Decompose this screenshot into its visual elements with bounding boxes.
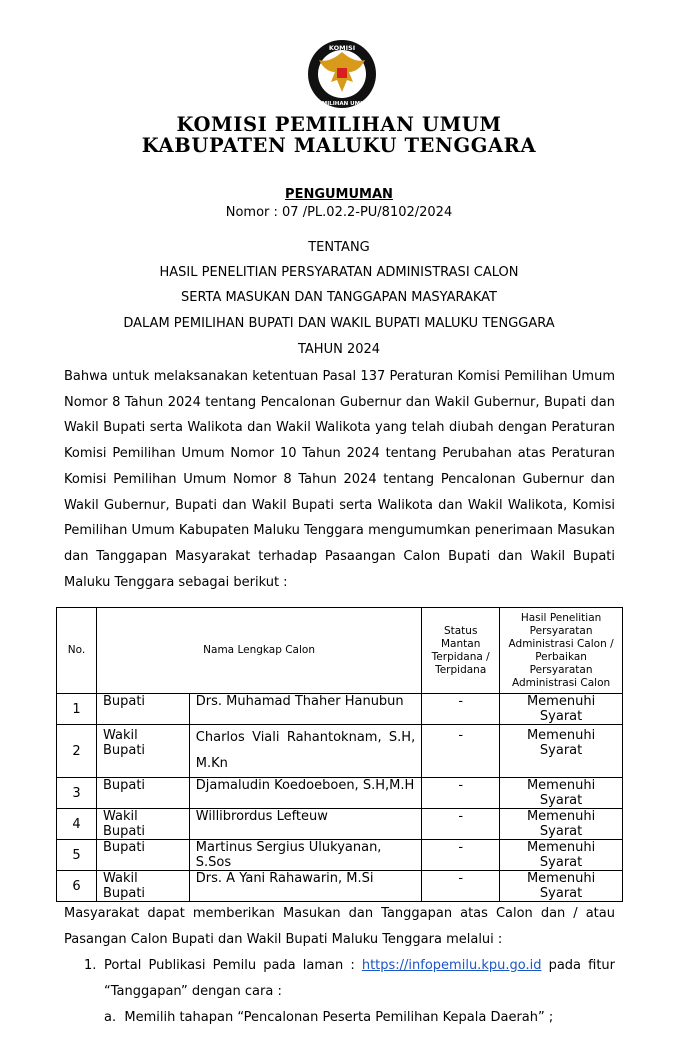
table-header-row bbox=[57, 608, 623, 694]
infopemilu-link[interactable]: https://infopemilu.kpu.go.id bbox=[361, 958, 542, 973]
cell-no: 1 bbox=[57, 694, 97, 725]
header-result: Hasil Penelitian Persyaratan Administrasi Calon / Perbaikan Persyaratan Administrasi Calon bbox=[500, 608, 623, 694]
cell-name: Willibrordus Lefteuw bbox=[189, 809, 421, 840]
cell-result: Memenuhi Syarat bbox=[500, 694, 623, 725]
cell-no: 5 bbox=[57, 840, 97, 871]
cell-result: Memenuhi Syarat bbox=[500, 871, 623, 902]
cell-name: Martinus Sergius Ulukyanan, S.Sos bbox=[189, 840, 421, 871]
cell-result: Memenuhi Syarat bbox=[500, 840, 623, 871]
feedback-intro: Masyarakat dapat memberikan Masukan dan Tanggapan atas Calon dan / atau Pasangan Calon Bupati dan Wakil Bupati Maluku Tenggara melalui : bbox=[64, 906, 615, 947]
subject-line: TAHUN 2024 bbox=[297, 342, 381, 357]
cell-status: - bbox=[422, 725, 500, 778]
cell-result: Memenuhi Syarat bbox=[500, 809, 623, 840]
announcement-title: PENGUMUMAN bbox=[285, 187, 393, 202]
header-no: No. bbox=[57, 608, 97, 694]
cell-name: Charlos Viali Rahantoknam, S.H, M.Kn bbox=[189, 725, 421, 778]
cell-no: 3 bbox=[57, 778, 97, 809]
sub-item-label: a. bbox=[104, 1010, 117, 1025]
announcement-about: TENTANG bbox=[308, 240, 370, 255]
list-item bbox=[104, 953, 615, 1005]
cell-status: - bbox=[422, 871, 500, 902]
sub-list-item bbox=[104, 1005, 553, 1031]
table-row bbox=[57, 694, 623, 725]
cell-no: 4 bbox=[57, 809, 97, 840]
cell-status: - bbox=[422, 778, 500, 809]
org-name-line1: KOMISI PEMILIHAN UMUM bbox=[176, 113, 502, 136]
table-row bbox=[57, 725, 623, 778]
cell-result: Memenuhi Syarat bbox=[500, 725, 623, 778]
table-row bbox=[57, 809, 623, 840]
logo-top-text: KOMISI bbox=[328, 44, 356, 52]
intro-paragraph: Bahwa untuk melaksanakan ketentuan Pasal 137 Peraturan Komisi Pemilihan Umum Nomor 8 Tahun 2024 tentang Pencalonan Gubernur dan Wakil Gubernur, Bupati dan Wakil Bupati serta Walikota dan Wakil Walikota yang telah diubah dengan Peraturan Komisi Pemilihan Umum Nomor 10 Tahun 2024 tentang Perubahan atas Peraturan Komisi Pemilihan Umum Nomor 8 Tahun 2024 tentang Pencalonan Gubernur dan Wakil Gubernur, Bupati dan Wakil Bupati serta Walikota dan Wakil Walikota, Komisi Pemilihan Umum Kabupaten Maluku Tenggara mengumumkan penerimaan Masukan dan Tanggapan Masyarakat terhadap Pasaangan Calon Bupati dan Wakil Bupati Maluku Tenggara sebagai berikut : bbox=[64, 369, 615, 590]
subject-line: HASIL PENELITIAN PERSYARATAN ADMINISTRASI CALON bbox=[159, 265, 519, 280]
subject-line: SERTA MASUKAN DAN TANGGAPAN MASYARAKAT bbox=[180, 290, 498, 305]
cell-result: Memenuhi Syarat bbox=[500, 778, 623, 809]
cell-position: Bupati bbox=[96, 694, 189, 725]
cell-status: - bbox=[422, 694, 500, 725]
list-item-number: 1. bbox=[84, 958, 97, 973]
cell-name: Djamaludin Koedoeboen, S.H,M.H bbox=[189, 778, 421, 809]
cell-position: Wakil Bupati bbox=[96, 725, 189, 778]
item1-text-after: pada fitur “Tanggapan” dengan cara : bbox=[104, 958, 616, 999]
sub-item-text: Memilih tahapan “Pencalonan Peserta Pemilihan Kepala Daerah” ; bbox=[124, 1010, 554, 1025]
cell-position: Wakil Bupati bbox=[96, 809, 189, 840]
cell-name: Drs. A Yani Rahawarin, M.Si bbox=[189, 871, 421, 902]
kpu-logo-icon bbox=[303, 38, 381, 110]
table-row bbox=[57, 840, 623, 871]
org-name-line2: KABUPATEN MALUKU TENGGARA bbox=[141, 134, 537, 157]
announcement-number: Nomor : 07 /PL.02.2-PU/8102/2024 bbox=[225, 205, 453, 220]
table-row bbox=[57, 778, 623, 809]
cell-position: Wakil Bupati bbox=[96, 871, 189, 902]
logo-bottom-text: PEMILIHAN UMUM bbox=[313, 101, 371, 107]
cell-no: 2 bbox=[57, 725, 97, 778]
header-name: Nama Lengkap Calon bbox=[96, 608, 421, 694]
table-row bbox=[57, 871, 623, 902]
cell-no: 6 bbox=[57, 871, 97, 902]
shield-icon bbox=[337, 68, 347, 78]
item1-text-before: Portal Publikasi Pemilu pada laman : bbox=[104, 958, 362, 973]
header-status: Status Mantan Terpidana / Terpidana bbox=[422, 608, 500, 694]
cell-status: - bbox=[422, 809, 500, 840]
cell-status: - bbox=[422, 840, 500, 871]
cell-position: Bupati bbox=[96, 778, 189, 809]
cell-name: Drs. Muhamad Thaher Hanubun bbox=[189, 694, 421, 725]
cell-position: Bupati bbox=[96, 840, 189, 871]
candidates-table bbox=[56, 607, 623, 902]
subject-line: DALAM PEMILIHAN BUPATI DAN WAKIL BUPATI MALUKU TENGGARA bbox=[123, 316, 555, 331]
